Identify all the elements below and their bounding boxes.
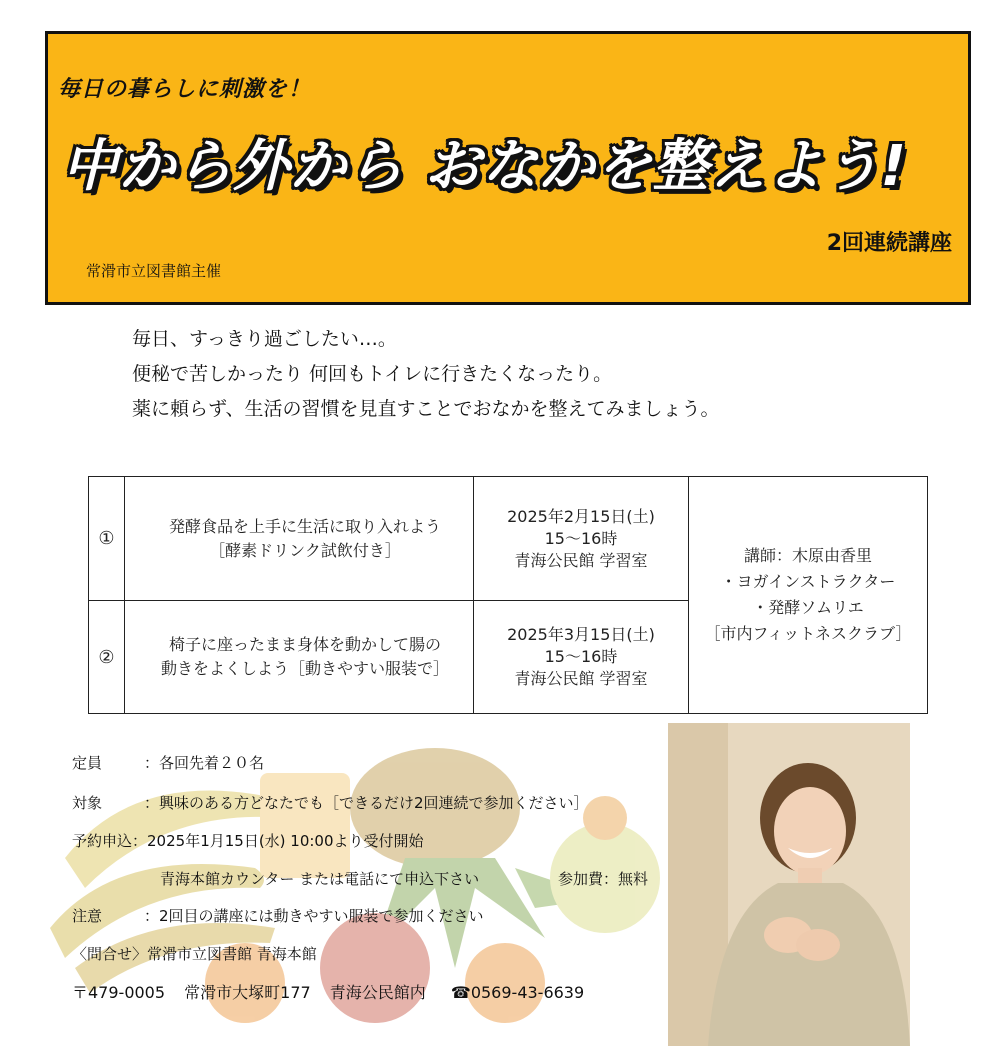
session-number: ②: [89, 601, 125, 714]
target-value: ：興味のある方どなたでも［できるだけ2回連続で参加ください］: [144, 794, 589, 812]
session-schedule: [474, 601, 689, 714]
session-date: 2025年2月15日(土): [507, 506, 655, 526]
session-topic: [125, 601, 474, 714]
tagline: 毎日の暮らしに刺激を！: [58, 77, 312, 102]
contact: 〈問合せ〉常滑市立図書館 青海本館: [72, 945, 317, 963]
topic-line: ［酵素ドリンク試飲付き］: [209, 540, 401, 560]
intro-line: 便秘で苦しかったり 何回もトイレに行きたくなったり。: [132, 363, 613, 385]
topic-line: 動きをよくしよう［動きやすい服装で］: [160, 659, 449, 678]
intro-line: 毎日、すっきり過ごしたい…。: [132, 328, 397, 350]
header-banner: [45, 31, 971, 305]
address: 常滑市大塚町177: [184, 983, 311, 1002]
phone: ☎0569-43-6639: [450, 983, 585, 1002]
session-place: 青海公民館 学習室: [514, 669, 648, 688]
fee: 参加費：無料: [558, 870, 649, 888]
topic-line: 発酵食品を上手に生活に取り入れよう: [168, 516, 441, 536]
note-value: ：2回目の講座には動きやすい服装で参加ください: [144, 907, 484, 925]
session-topic: [125, 477, 474, 601]
contact-row: [72, 943, 317, 964]
session-time: 15～16時: [544, 528, 618, 548]
capacity-value: ：各回先着２０名: [144, 754, 265, 772]
capacity-label: 定員: [72, 754, 103, 772]
instructor-affiliation: ［市内フィットネスクラブ］: [704, 624, 912, 643]
reserve-value: 2025年1月15日(水) 10:00より受付開始: [147, 832, 424, 850]
main-title: 中から外から おなかを整えよう!: [62, 134, 908, 199]
address-row: [72, 980, 584, 1003]
branch: 青海公民館内: [329, 983, 426, 1002]
intro-text: [132, 322, 719, 427]
reserve-label: 予約申込：: [72, 832, 148, 850]
postal-code: 〒479-0005: [72, 983, 166, 1002]
session-date: 2025年3月15日(土): [507, 625, 655, 644]
target-row: [72, 792, 589, 813]
note-label: 注意: [72, 907, 103, 925]
intro-line: 薬に頼らず、生活の習慣を見直すことでおなかを整えてみましょう。: [132, 398, 720, 420]
instructor-role: ・ヨガインストラクター: [720, 572, 896, 591]
instructor-name: 講師：木原由香里: [743, 546, 872, 565]
fee-row: [558, 868, 648, 889]
series-label: 2回連続講座: [826, 231, 952, 256]
topic-line: 椅子に座ったまま身体を動かして腸の: [168, 635, 441, 654]
target-label: 対象: [72, 794, 103, 812]
reserve-how: 青海本館カウンター または電話にて申込下さい: [160, 870, 480, 888]
capacity-row: [72, 752, 264, 773]
session-table: [88, 476, 928, 714]
session-schedule: [474, 477, 689, 601]
reserve-how-row: [160, 868, 479, 889]
organizer: 常滑市立図書館主催: [86, 262, 222, 280]
note-row: [72, 905, 484, 926]
instructor-photo: [668, 723, 910, 1046]
session-place: 青海公民館 学習室: [514, 550, 648, 570]
table-row: [89, 477, 928, 601]
instructor-role: ・発酵ソムリエ: [752, 598, 864, 617]
instructor-info: [689, 477, 928, 714]
session-number: ①: [89, 477, 125, 601]
reserve-row: [72, 830, 424, 851]
session-time: 15～16時: [544, 647, 618, 666]
